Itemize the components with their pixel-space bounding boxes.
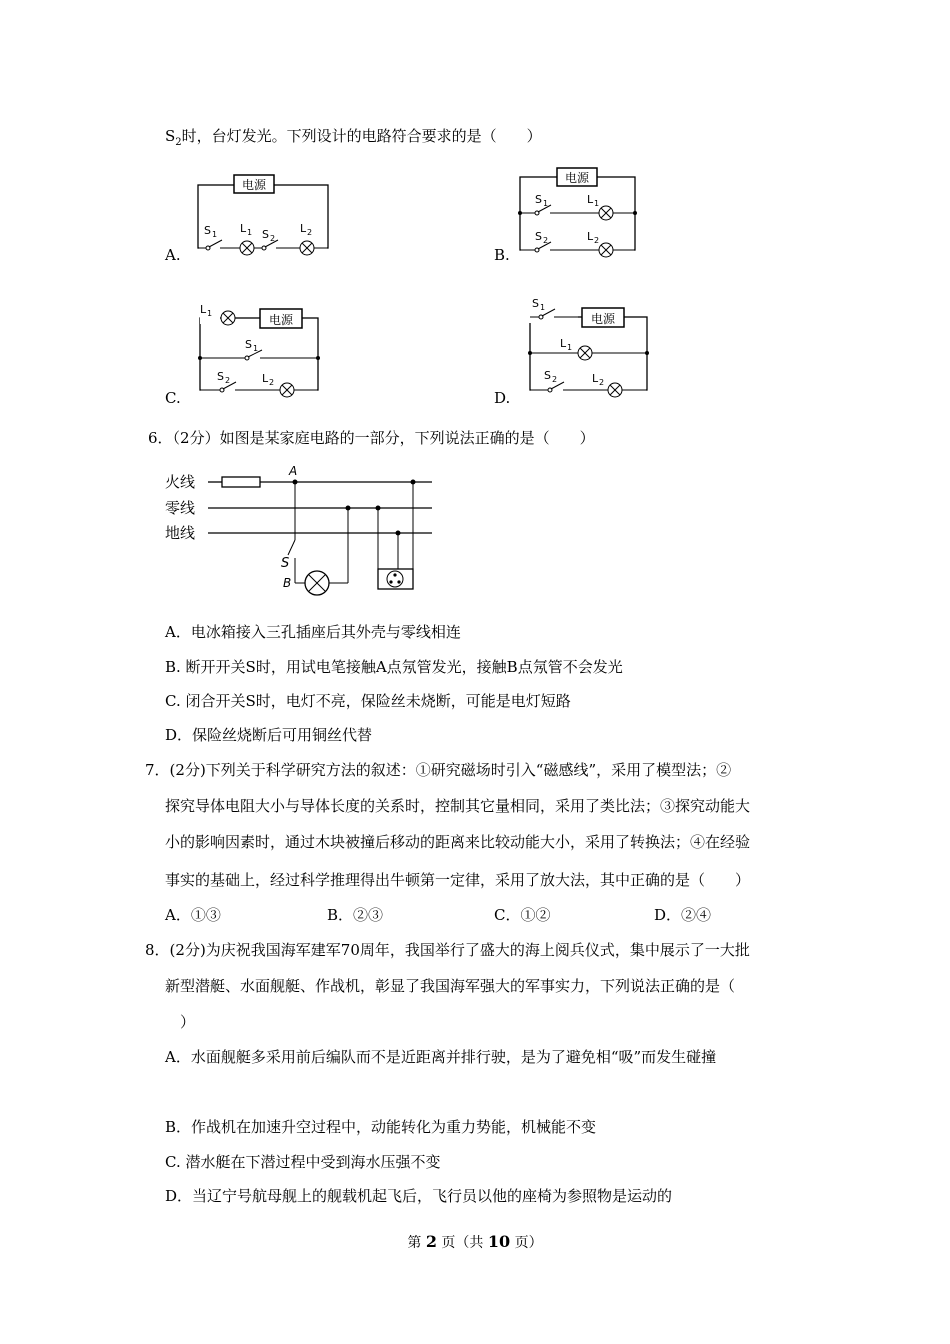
switch-s-label: S bbox=[281, 556, 290, 571]
fuse bbox=[222, 477, 260, 487]
svg-text:1: 1 bbox=[212, 230, 218, 239]
circuit-c-diagram bbox=[190, 300, 330, 400]
q8-stem-line-1: 8．(2分)为庆祝我国海军建军70周年，我国举行了盛大的海上阅兵仪式，集中展示了一大批 bbox=[145, 941, 750, 959]
q5-option-d-label[interactable]: D. bbox=[494, 389, 511, 407]
svg-text:2: 2 bbox=[225, 376, 231, 385]
svg-text:S: S bbox=[204, 224, 211, 237]
ground-wire-label: 地线 bbox=[165, 524, 196, 542]
live-wire-label: 火线 bbox=[165, 473, 196, 491]
point-a-label: A bbox=[289, 464, 298, 478]
svg-text:2: 2 bbox=[543, 236, 549, 245]
circuit-a-diagram bbox=[190, 170, 340, 260]
q7-stem-line-2: 探究导体电阻大小与导体长度的关系时，控制其它量相同，采用了类比法；③探究动能大 bbox=[165, 797, 751, 815]
household-circuit-diagram bbox=[160, 465, 440, 605]
circuit-b-diagram bbox=[515, 165, 645, 260]
q5-option-a-label[interactable]: A. bbox=[165, 246, 181, 264]
svg-text:2: 2 bbox=[594, 236, 600, 245]
svg-text:L: L bbox=[560, 337, 567, 350]
q6-option-c[interactable]: C. 闭合开关S时，电灯不亮，保险丝未烧断，可能是电灯短路 bbox=[165, 692, 571, 710]
q8-option-c[interactable]: C. 潜水艇在下潜过程中受到海水压强不变 bbox=[165, 1153, 441, 1171]
q8-stem-line-2: 新型潜艇、水面舰艇、作战机，彰显了我国海军强大的军事实力，下列说法正确的是（ bbox=[165, 977, 736, 995]
q7-stem-line-4: 事实的基础上，经过科学推理得出牛顿第一定律，采用了放大法，其中正确的是（ ） bbox=[165, 871, 751, 889]
svg-text:L: L bbox=[592, 372, 599, 385]
page-footer: 第 2 页（共 10 页） bbox=[407, 1232, 543, 1251]
page-number: 2 bbox=[425, 1232, 437, 1251]
svg-text:L: L bbox=[587, 230, 594, 243]
q7-option-a[interactable]: A．①③ bbox=[165, 906, 221, 924]
q5-stem: $S_2$时，台灯发光。下列设计的电路符合要求的是（ ） bbox=[165, 127, 542, 148]
svg-text:S: S bbox=[535, 193, 542, 206]
svg-text:L: L bbox=[300, 222, 307, 235]
q7-stem-line-1: 7．(2分)下列关于科学研究方法的叙述：①研究磁场时引入“磁感线”，采用了模型法；② bbox=[145, 761, 732, 779]
point-b-label: B bbox=[283, 576, 292, 590]
svg-text:电源: 电源 bbox=[590, 312, 616, 326]
svg-text:1: 1 bbox=[567, 343, 573, 352]
svg-text:1: 1 bbox=[594, 199, 600, 208]
svg-text:S: S bbox=[262, 228, 269, 241]
svg-text:S: S bbox=[544, 369, 551, 382]
svg-text:2: 2 bbox=[307, 228, 313, 237]
q8-option-b[interactable]: B．作战机在加速升空过程中，动能转化为重力势能，机械能不变 bbox=[165, 1118, 597, 1136]
q8-stem-line-3: ） bbox=[180, 1013, 196, 1031]
svg-text:L: L bbox=[200, 303, 207, 316]
svg-text:S: S bbox=[532, 297, 539, 310]
svg-text:电源: 电源 bbox=[564, 171, 590, 185]
svg-text:2: 2 bbox=[269, 378, 275, 387]
svg-text:1: 1 bbox=[543, 199, 549, 208]
q6-option-d[interactable]: D．保险丝烧断后可用铜丝代替 bbox=[165, 726, 373, 744]
q8-option-a[interactable]: A．水面舰艇多采用前后编队而不是近距离并排行驶，是为了避免相“吸”而发生碰撞 bbox=[165, 1048, 717, 1066]
q8-option-d[interactable]: D．当辽宁号航母舰上的舰载机起飞后，飞行员以他的座椅为参照物是运动的 bbox=[165, 1187, 673, 1205]
svg-text:2: 2 bbox=[599, 378, 605, 387]
svg-text:2: 2 bbox=[270, 234, 276, 243]
svg-text:L: L bbox=[587, 193, 594, 206]
svg-text:1: 1 bbox=[247, 228, 253, 237]
q7-option-c[interactable]: C．①② bbox=[494, 906, 551, 924]
svg-text:1: 1 bbox=[253, 344, 259, 353]
svg-text:1: 1 bbox=[207, 309, 213, 318]
circuit-d-diagram bbox=[520, 295, 660, 400]
q5-option-c-label[interactable]: C. bbox=[165, 389, 181, 407]
page-total: 10 bbox=[487, 1232, 511, 1251]
svg-text:电源: 电源 bbox=[268, 313, 294, 327]
svg-text:1: 1 bbox=[540, 303, 546, 312]
neutral-wire-label: 零线 bbox=[165, 499, 196, 517]
q7-option-b[interactable]: B．②③ bbox=[327, 906, 384, 924]
q6-option-a[interactable]: A．电冰箱接入三孔插座后其外壳与零线相连 bbox=[165, 623, 461, 641]
q6-option-b[interactable]: B. 断开开关S时，用试电笔接触A点氖管发光，接触B点氖管不会发光 bbox=[165, 658, 623, 676]
svg-text:L: L bbox=[240, 222, 247, 235]
q7-option-d[interactable]: D．②④ bbox=[654, 906, 712, 924]
q7-stem-line-3: 小的影响因素时，通过木块被撞后移动的距离来比较动能大小，采用了转换法；④在经验 bbox=[165, 833, 751, 851]
q5-option-b-label[interactable]: B. bbox=[494, 246, 510, 264]
svg-text:2: 2 bbox=[552, 375, 558, 384]
svg-text:S: S bbox=[217, 370, 224, 383]
svg-text:S: S bbox=[535, 230, 542, 243]
svg-text:L: L bbox=[262, 372, 269, 385]
power-label: 电源 bbox=[241, 178, 267, 192]
q6-stem: 6．（2分）如图是某家庭电路的一部分，下列说法正确的是（ ） bbox=[148, 429, 595, 447]
svg-text:S: S bbox=[245, 338, 252, 351]
